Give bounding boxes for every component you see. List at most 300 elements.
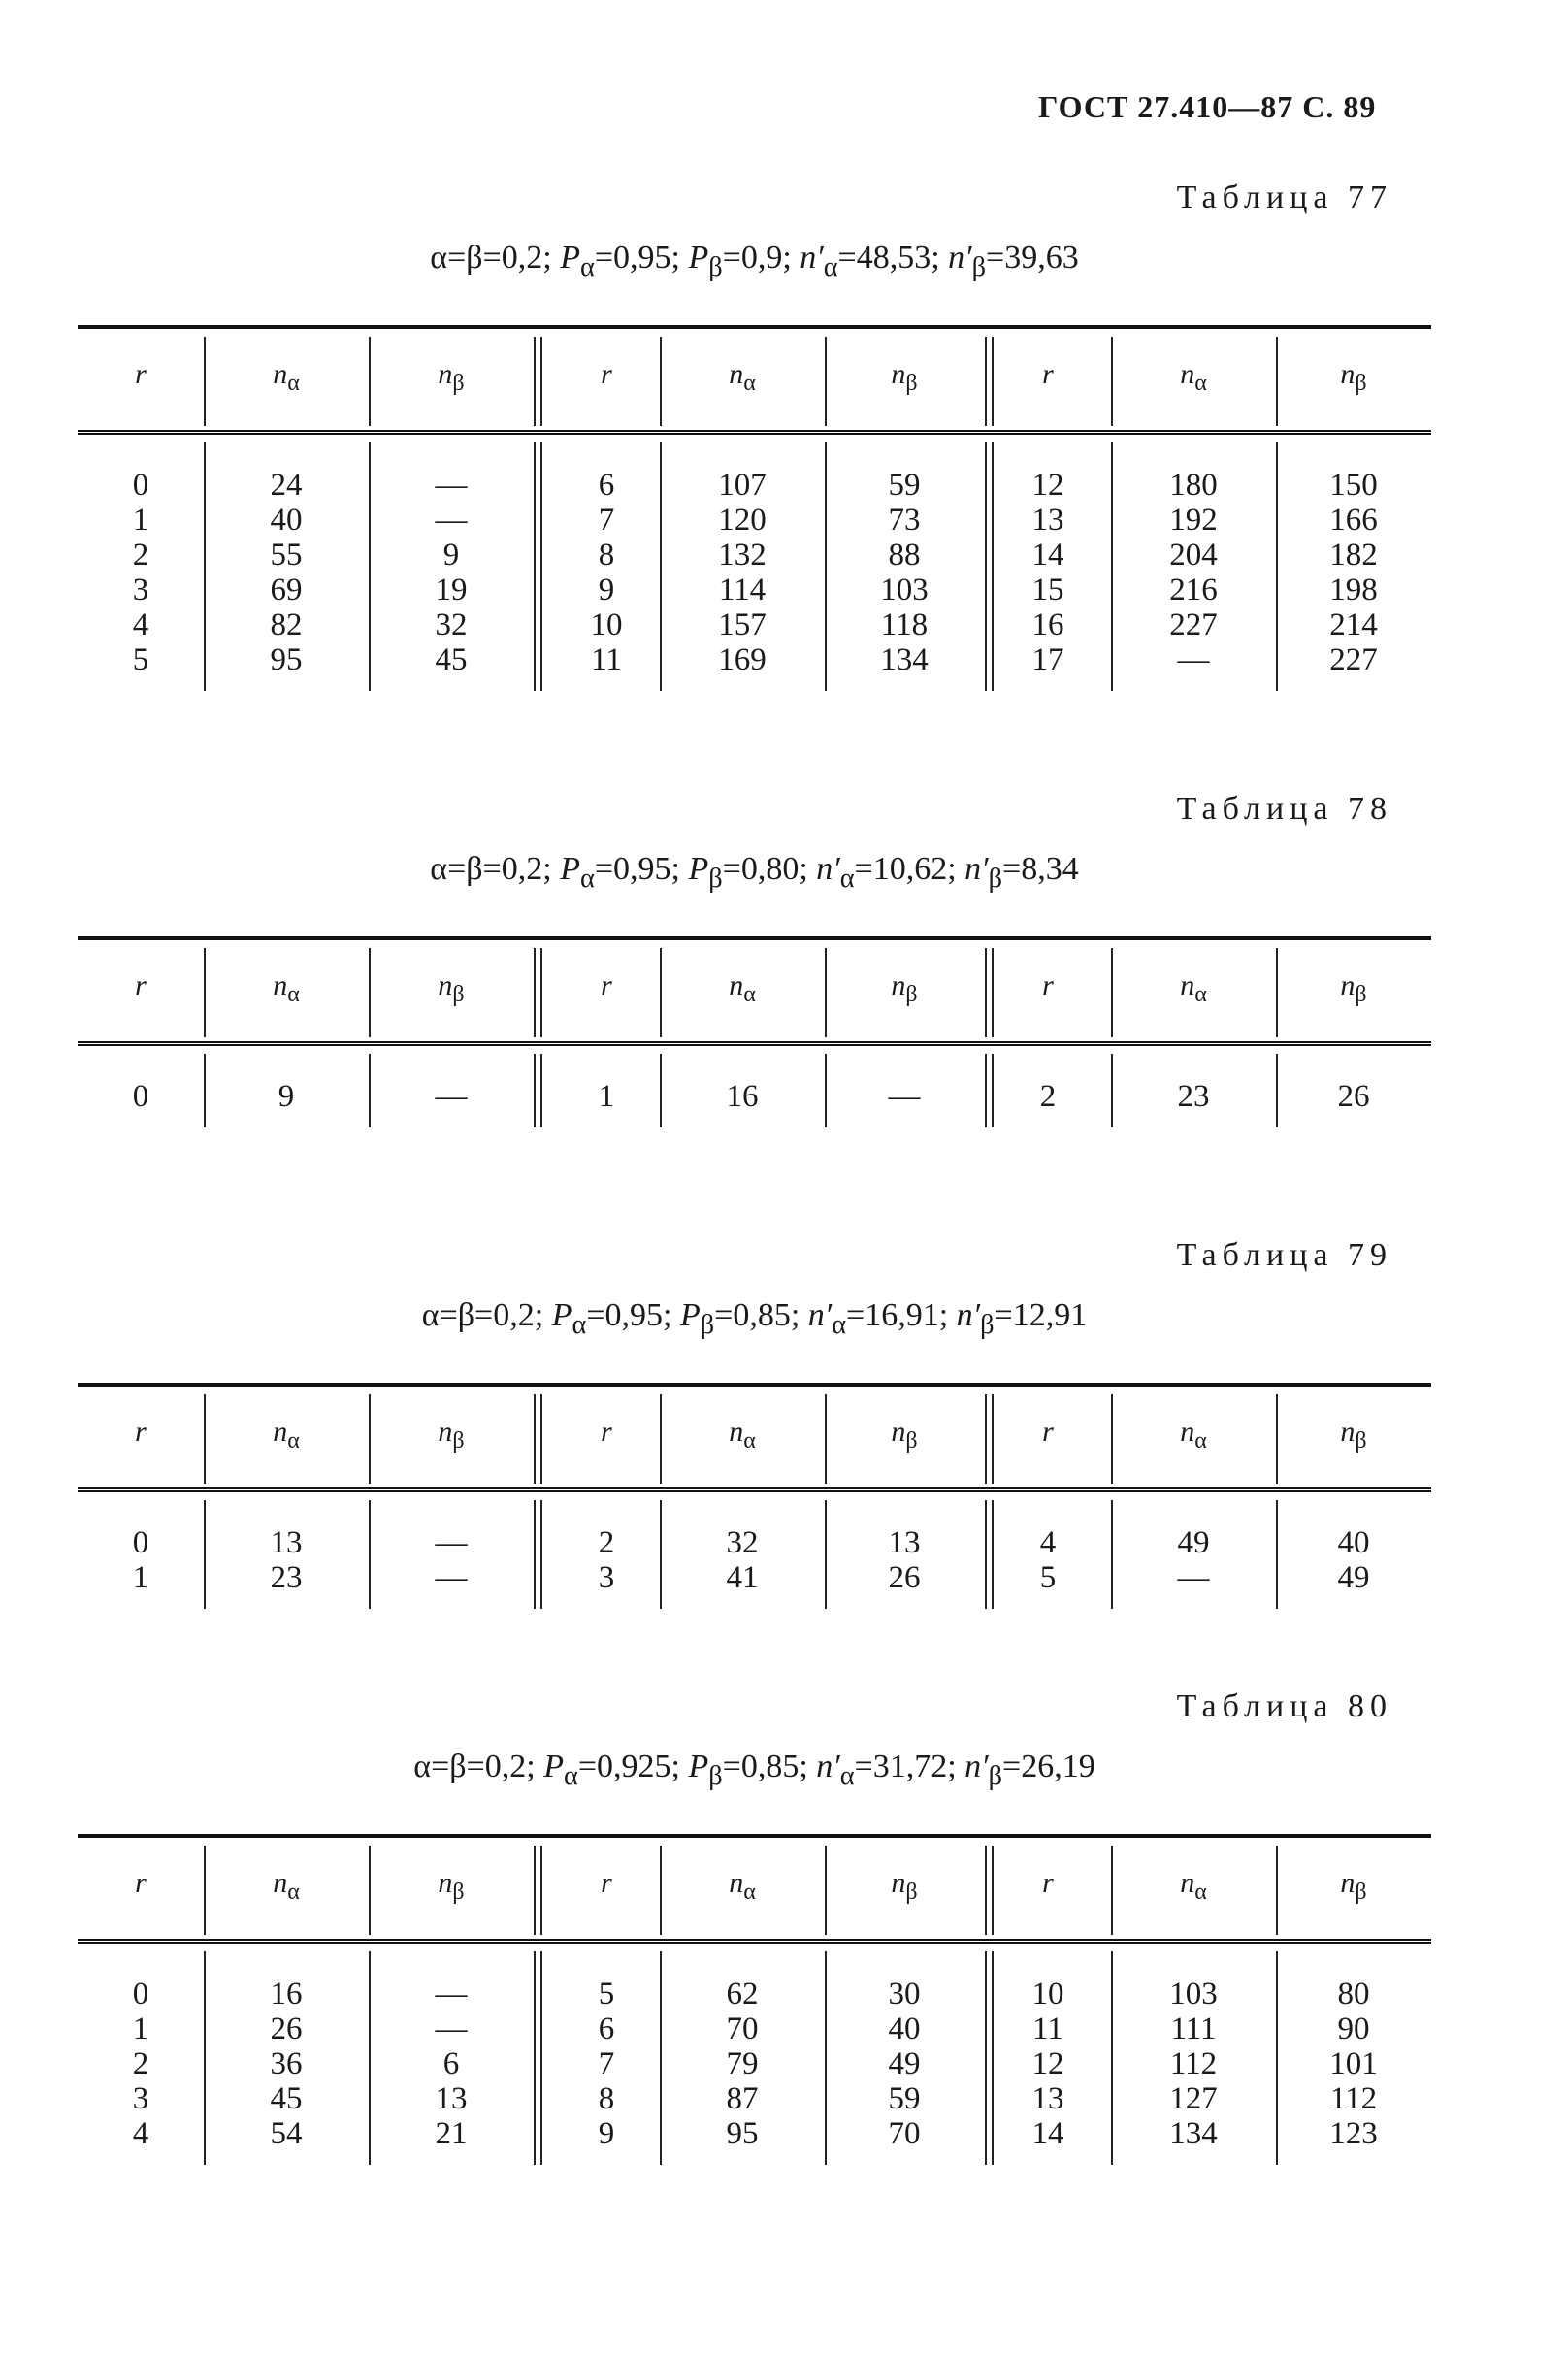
table-cell: 9	[278, 1079, 295, 1114]
params-variable: P	[688, 851, 709, 887]
column-divider	[825, 1951, 827, 2165]
table-row	[78, 1525, 1431, 1560]
column-header-variable: n	[891, 1416, 906, 1448]
table-cell: 21	[435, 2116, 468, 2151]
table-cell: 112	[1329, 2081, 1378, 2116]
column-header-subscript: α	[743, 982, 756, 1007]
column-header: r	[601, 969, 612, 1001]
params-text: =10,62;	[854, 851, 965, 887]
table-header-row	[78, 1387, 1431, 1492]
params-subscript: α	[832, 1309, 847, 1340]
table-row	[78, 642, 1431, 677]
column-divider	[369, 337, 371, 426]
column-divider	[660, 1054, 662, 1127]
column-header-variable: n	[891, 358, 906, 390]
table-cell: 62	[726, 1977, 759, 2011]
params-variable: n′	[816, 851, 840, 887]
column-header-subscript: β	[452, 371, 465, 396]
table-cell: 127	[1169, 2081, 1218, 2116]
params-subscript: β	[988, 1760, 1003, 1791]
table-parameters	[78, 1748, 1431, 1792]
table-cell: 15	[1031, 572, 1064, 607]
table-row	[78, 1079, 1431, 1114]
data-table	[78, 1383, 1431, 1613]
table-cell: 17	[1031, 642, 1064, 677]
params-subscript: α	[839, 863, 855, 894]
table-cell: 216	[1169, 572, 1218, 607]
column-header-subscript: β	[905, 1428, 918, 1454]
table-cell: 26	[270, 2011, 303, 2046]
table-cell: —	[435, 468, 468, 503]
column-divider	[1111, 1394, 1113, 1484]
table-header-row	[78, 1838, 1431, 1944]
column-divider	[1111, 337, 1113, 426]
table-header-row	[78, 940, 1431, 1046]
column-divider	[369, 1500, 371, 1609]
table-cell: 70	[888, 2116, 921, 2151]
table-cell: 107	[718, 468, 767, 503]
table-cell: 30	[888, 1977, 921, 2011]
column-header-subscript: β	[452, 1428, 465, 1454]
column-divider	[825, 442, 827, 691]
column-divider	[1111, 1846, 1113, 1935]
column-header-variable: n	[273, 358, 288, 390]
params-variable: n′	[964, 1748, 989, 1784]
data-table	[78, 325, 1431, 695]
column-divider	[1276, 337, 1278, 426]
column-header-subscript: α	[1194, 1428, 1207, 1454]
table-cell: 120	[718, 503, 767, 538]
table-row	[78, 2046, 1431, 2081]
table-cell: 180	[1169, 468, 1218, 503]
column-divider	[985, 1394, 994, 1484]
table-cell: 45	[435, 642, 468, 677]
table-cell: 214	[1329, 607, 1378, 642]
column-divider	[825, 948, 827, 1037]
table-cell: 2	[1039, 1079, 1057, 1114]
table-header-row	[78, 329, 1431, 435]
params-text: α=β=0,2;	[430, 851, 561, 887]
params-variable: n′	[807, 1297, 833, 1333]
table-cell: 49	[888, 2046, 921, 2081]
column-header-variable: n	[729, 1867, 744, 1899]
table-cell: 4	[132, 607, 149, 642]
table-cell: 5	[1039, 1560, 1057, 1595]
table-cell: 4	[132, 2116, 149, 2151]
table-cell: 0	[132, 1525, 149, 1560]
table-cell: —	[435, 1560, 468, 1595]
column-header	[378, 969, 524, 1008]
column-header	[1281, 1867, 1426, 1906]
column-header: r	[601, 1867, 612, 1899]
table-cell: 111	[1170, 2011, 1217, 2046]
table-cell: 6	[598, 2011, 615, 2046]
column-divider	[204, 1054, 206, 1127]
table-cell: 36	[270, 2046, 303, 2081]
table-title: Таблица 80	[1176, 1688, 1392, 1724]
column-header: r	[601, 358, 612, 390]
column-divider	[1111, 1500, 1113, 1609]
table-cell: 204	[1169, 538, 1218, 572]
column-divider	[660, 1846, 662, 1935]
column-divider	[660, 442, 662, 691]
column-divider	[660, 1951, 662, 2165]
table-cell: 14	[1031, 2116, 1064, 2151]
table-cell: 16	[726, 1079, 759, 1114]
column-header-variable: n	[1180, 969, 1195, 1001]
params-text: α=β=0,2;	[421, 1297, 552, 1333]
params-text: =48,53;	[837, 240, 949, 276]
params-subscript: α	[579, 251, 595, 282]
params-text: =0,95;	[594, 851, 689, 887]
column-header: r	[135, 1416, 147, 1448]
column-divider	[985, 442, 994, 691]
table-cell: 54	[270, 2116, 303, 2151]
table-cell: 182	[1329, 538, 1378, 572]
params-text: =31,72;	[854, 1748, 965, 1784]
params-text: α=β=0,2;	[430, 240, 561, 276]
column-header-subscript: α	[287, 1428, 300, 1454]
column-header-variable: n	[273, 1867, 288, 1899]
table-cell: 90	[1337, 2011, 1370, 2046]
column-header-subscript: β	[905, 371, 918, 396]
table-cell: 40	[270, 503, 303, 538]
params-subscript: β	[708, 863, 723, 894]
params-subscript: β	[988, 863, 1003, 894]
table-cell: 11	[591, 642, 622, 677]
column-divider	[985, 1846, 994, 1935]
params-subscript: α	[572, 1309, 587, 1340]
params-variable: P	[560, 240, 580, 276]
data-table	[78, 936, 1431, 1131]
table-body	[78, 1944, 1431, 2169]
column-header: r	[1042, 1416, 1054, 1448]
table-cell: 7	[598, 503, 615, 538]
table-cell: 227	[1329, 642, 1378, 677]
column-header: r	[135, 358, 147, 390]
table-cell: 1	[132, 1560, 149, 1595]
table-cell: 11	[1032, 2011, 1063, 2046]
table-cell: 2	[598, 1525, 615, 1560]
table-title: Таблица 78	[1176, 791, 1392, 827]
params-text: =0,9;	[722, 240, 800, 276]
table-cell: 16	[270, 1977, 303, 2011]
table-cell: 8	[598, 2081, 615, 2116]
table-cell: 157	[718, 607, 767, 642]
table-cell: 1	[132, 503, 149, 538]
column-divider	[1276, 442, 1278, 691]
table-cell: 40	[1337, 1525, 1370, 1560]
column-divider	[369, 948, 371, 1037]
column-divider	[534, 1951, 542, 2165]
table-row	[78, 538, 1431, 572]
column-header-variable: n	[438, 1867, 453, 1899]
column-divider	[1276, 1846, 1278, 1935]
column-divider	[369, 1394, 371, 1484]
table-parameters	[78, 240, 1431, 283]
column-divider	[204, 1951, 206, 2165]
table-cell: 73	[888, 503, 921, 538]
table-cell: 0	[132, 1079, 149, 1114]
table-parameters	[78, 1297, 1431, 1341]
column-header: r	[1042, 969, 1054, 1001]
table-row	[78, 2116, 1431, 2151]
column-header	[1281, 1416, 1426, 1454]
table-cell: 49	[1337, 1560, 1370, 1595]
table-row	[78, 503, 1431, 538]
column-divider	[1111, 442, 1113, 691]
column-header-subscript: α	[743, 1879, 756, 1905]
params-text: =0,85;	[714, 1297, 808, 1333]
column-divider	[534, 1500, 542, 1609]
table-cell: —	[435, 1079, 468, 1114]
column-divider	[534, 1846, 542, 1935]
column-header-subscript: α	[1194, 371, 1207, 396]
column-divider	[660, 1394, 662, 1484]
column-header: r	[601, 1416, 612, 1448]
column-header	[1121, 1416, 1266, 1454]
table-cell: 132	[718, 538, 767, 572]
column-divider	[1276, 1054, 1278, 1127]
column-header-variable: n	[438, 969, 453, 1001]
column-header-variable: n	[438, 1416, 453, 1448]
column-divider	[369, 442, 371, 691]
params-text: =8,34	[1002, 851, 1079, 887]
column-header-subscript: α	[287, 982, 300, 1007]
table-cell: 82	[270, 607, 303, 642]
column-divider	[204, 442, 206, 691]
table-cell: —	[1177, 1560, 1210, 1595]
column-divider	[1276, 948, 1278, 1037]
table-row	[78, 1977, 1431, 2011]
column-header	[832, 1416, 977, 1454]
column-header: r	[1042, 358, 1054, 390]
column-divider	[985, 1500, 994, 1609]
column-divider	[204, 337, 206, 426]
table-cell: 12	[1031, 468, 1064, 503]
params-variable: P	[551, 1297, 572, 1333]
params-text: =0,95;	[594, 240, 689, 276]
column-header	[1121, 358, 1266, 397]
column-header-subscript: α	[743, 371, 756, 396]
table-cell: 13	[888, 1525, 921, 1560]
table-cell: 95	[270, 642, 303, 677]
column-divider	[825, 1846, 827, 1935]
table-cell: —	[435, 1977, 468, 2011]
column-divider	[1111, 948, 1113, 1037]
column-header-subscript: α	[287, 371, 300, 396]
table-cell: 10	[590, 607, 623, 642]
table-cell: 6	[598, 468, 615, 503]
column-header-subscript: β	[1355, 371, 1367, 396]
table-cell: 112	[1169, 2046, 1218, 2081]
table-cell: 69	[270, 572, 303, 607]
params-variable: n′	[956, 1297, 981, 1333]
column-header: r	[135, 1867, 147, 1899]
page-header: ГОСТ 27.410—87 С. 89	[1038, 89, 1377, 124]
column-header-subscript: β	[452, 982, 465, 1007]
params-subscript: β	[708, 1760, 723, 1791]
column-header	[1281, 358, 1426, 397]
params-subscript: α	[823, 251, 838, 282]
table-cell: 5	[598, 1977, 615, 2011]
params-text: α=β=0,2;	[413, 1748, 544, 1784]
table-cell: 40	[888, 2011, 921, 2046]
table-body	[78, 1046, 1431, 1131]
table-cell: 13	[1031, 503, 1064, 538]
column-header-variable: n	[729, 969, 744, 1001]
params-text: =39,63	[986, 240, 1079, 276]
table-cell: 23	[1177, 1079, 1210, 1114]
table-cell: 0	[132, 468, 149, 503]
params-variable: P	[688, 1748, 709, 1784]
column-header	[213, 969, 359, 1008]
column-divider	[985, 1951, 994, 2165]
params-subscript: β	[980, 1309, 995, 1340]
column-header-subscript: β	[1355, 1879, 1367, 1905]
table-cell: 88	[888, 538, 921, 572]
table-cell: 101	[1329, 2046, 1378, 2081]
column-header: r	[1042, 1867, 1054, 1899]
params-variable: P	[543, 1748, 564, 1784]
column-header-variable: n	[1340, 358, 1356, 390]
table-cell: 79	[726, 2046, 759, 2081]
column-divider	[204, 1846, 206, 1935]
table-cell: 123	[1329, 2116, 1378, 2151]
column-header-subscript: β	[452, 1879, 465, 1905]
column-header-variable: n	[891, 969, 906, 1001]
table-cell: 87	[726, 2081, 759, 2116]
table-cell: 7	[598, 2046, 615, 2081]
column-divider	[825, 1500, 827, 1609]
table-cell: 134	[1169, 2116, 1218, 2151]
table-cell: 3	[132, 572, 149, 607]
table-cell: 2	[132, 2046, 149, 2081]
column-header-variable: n	[729, 358, 744, 390]
table-cell: 13	[1031, 2081, 1064, 2116]
table-cell: 10	[1031, 1977, 1064, 2011]
table-cell: —	[888, 1079, 921, 1114]
table-cell: 103	[880, 572, 929, 607]
table-cell: 45	[270, 2081, 303, 2116]
column-header	[670, 1416, 815, 1454]
column-header-variable: n	[1340, 1867, 1356, 1899]
column-header	[832, 969, 977, 1008]
column-divider	[1111, 1054, 1113, 1127]
table-cell: 12	[1031, 2046, 1064, 2081]
column-header	[1121, 1867, 1266, 1906]
table-cell: —	[1177, 642, 1210, 677]
table-cell: 26	[888, 1560, 921, 1595]
params-text: =0,925;	[577, 1748, 689, 1784]
table-cell: 55	[270, 538, 303, 572]
column-divider	[985, 1054, 994, 1127]
table-cell: 3	[598, 1560, 615, 1595]
column-header-variable: n	[1180, 1867, 1195, 1899]
column-header-variable: n	[1180, 1416, 1195, 1448]
table-title: Таблица 77	[1176, 180, 1392, 215]
column-divider	[825, 337, 827, 426]
column-header	[213, 1867, 359, 1906]
column-divider	[534, 337, 542, 426]
table-cell: 24	[270, 468, 303, 503]
column-divider	[825, 1054, 827, 1127]
params-variable: n′	[800, 240, 824, 276]
column-header-subscript: β	[1355, 982, 1367, 1007]
column-divider	[534, 442, 542, 691]
column-header	[213, 358, 359, 397]
column-divider	[660, 1500, 662, 1609]
table-cell: 13	[270, 1525, 303, 1560]
column-header-subscript: α	[1194, 982, 1207, 1007]
column-divider	[534, 1394, 542, 1484]
table-cell: —	[435, 1525, 468, 1560]
table-row	[78, 607, 1431, 642]
table-cell: 19	[435, 572, 468, 607]
table-cell: 1	[598, 1079, 615, 1114]
column-header	[213, 1416, 359, 1454]
table-cell: 41	[726, 1560, 759, 1595]
table-title: Таблица 79	[1176, 1237, 1392, 1273]
column-header	[378, 358, 524, 397]
params-text: =0,95;	[586, 1297, 680, 1333]
table-row	[78, 2081, 1431, 2116]
table-cell: 59	[888, 468, 921, 503]
params-subscript: β	[708, 251, 723, 282]
column-header-variable: n	[438, 358, 453, 390]
table-cell: —	[435, 2011, 468, 2046]
params-text: =0,80;	[722, 851, 817, 887]
column-header	[1281, 969, 1426, 1008]
params-variable: P	[679, 1297, 701, 1333]
table-cell: 59	[888, 2081, 921, 2116]
column-header	[670, 358, 815, 397]
params-text: =16,91;	[846, 1297, 957, 1333]
column-header-subscript: β	[1355, 1428, 1367, 1454]
table-cell: 118	[880, 607, 929, 642]
table-cell: 5	[132, 642, 149, 677]
params-text: =26,19	[1002, 1748, 1095, 1784]
column-divider	[660, 337, 662, 426]
table-cell: 8	[598, 538, 615, 572]
table-cell: 192	[1169, 503, 1218, 538]
params-subscript: α	[839, 1760, 855, 1791]
column-divider	[534, 1054, 542, 1127]
table-cell: 6	[442, 2046, 460, 2081]
column-header-variable: n	[1340, 1416, 1356, 1448]
table-cell: 9	[598, 572, 615, 607]
column-header-subscript: α	[743, 1428, 756, 1454]
column-header	[378, 1416, 524, 1454]
column-header-variable: n	[1340, 969, 1356, 1001]
table-cell: 1	[132, 2011, 149, 2046]
column-header	[832, 1867, 977, 1906]
table-cell: 14	[1031, 538, 1064, 572]
params-text: =0,85;	[722, 1748, 817, 1784]
column-header	[670, 1867, 815, 1906]
table-cell: 80	[1337, 1977, 1370, 2011]
column-divider	[1276, 1394, 1278, 1484]
table-cell: 3	[132, 2081, 149, 2116]
params-variable: n′	[816, 1748, 840, 1784]
table-body	[78, 435, 1431, 695]
table-cell: 134	[880, 642, 929, 677]
column-divider	[1276, 1500, 1278, 1609]
table-cell: —	[435, 503, 468, 538]
column-header	[378, 1867, 524, 1906]
table-cell: 166	[1329, 503, 1378, 538]
table-row	[78, 2011, 1431, 2046]
